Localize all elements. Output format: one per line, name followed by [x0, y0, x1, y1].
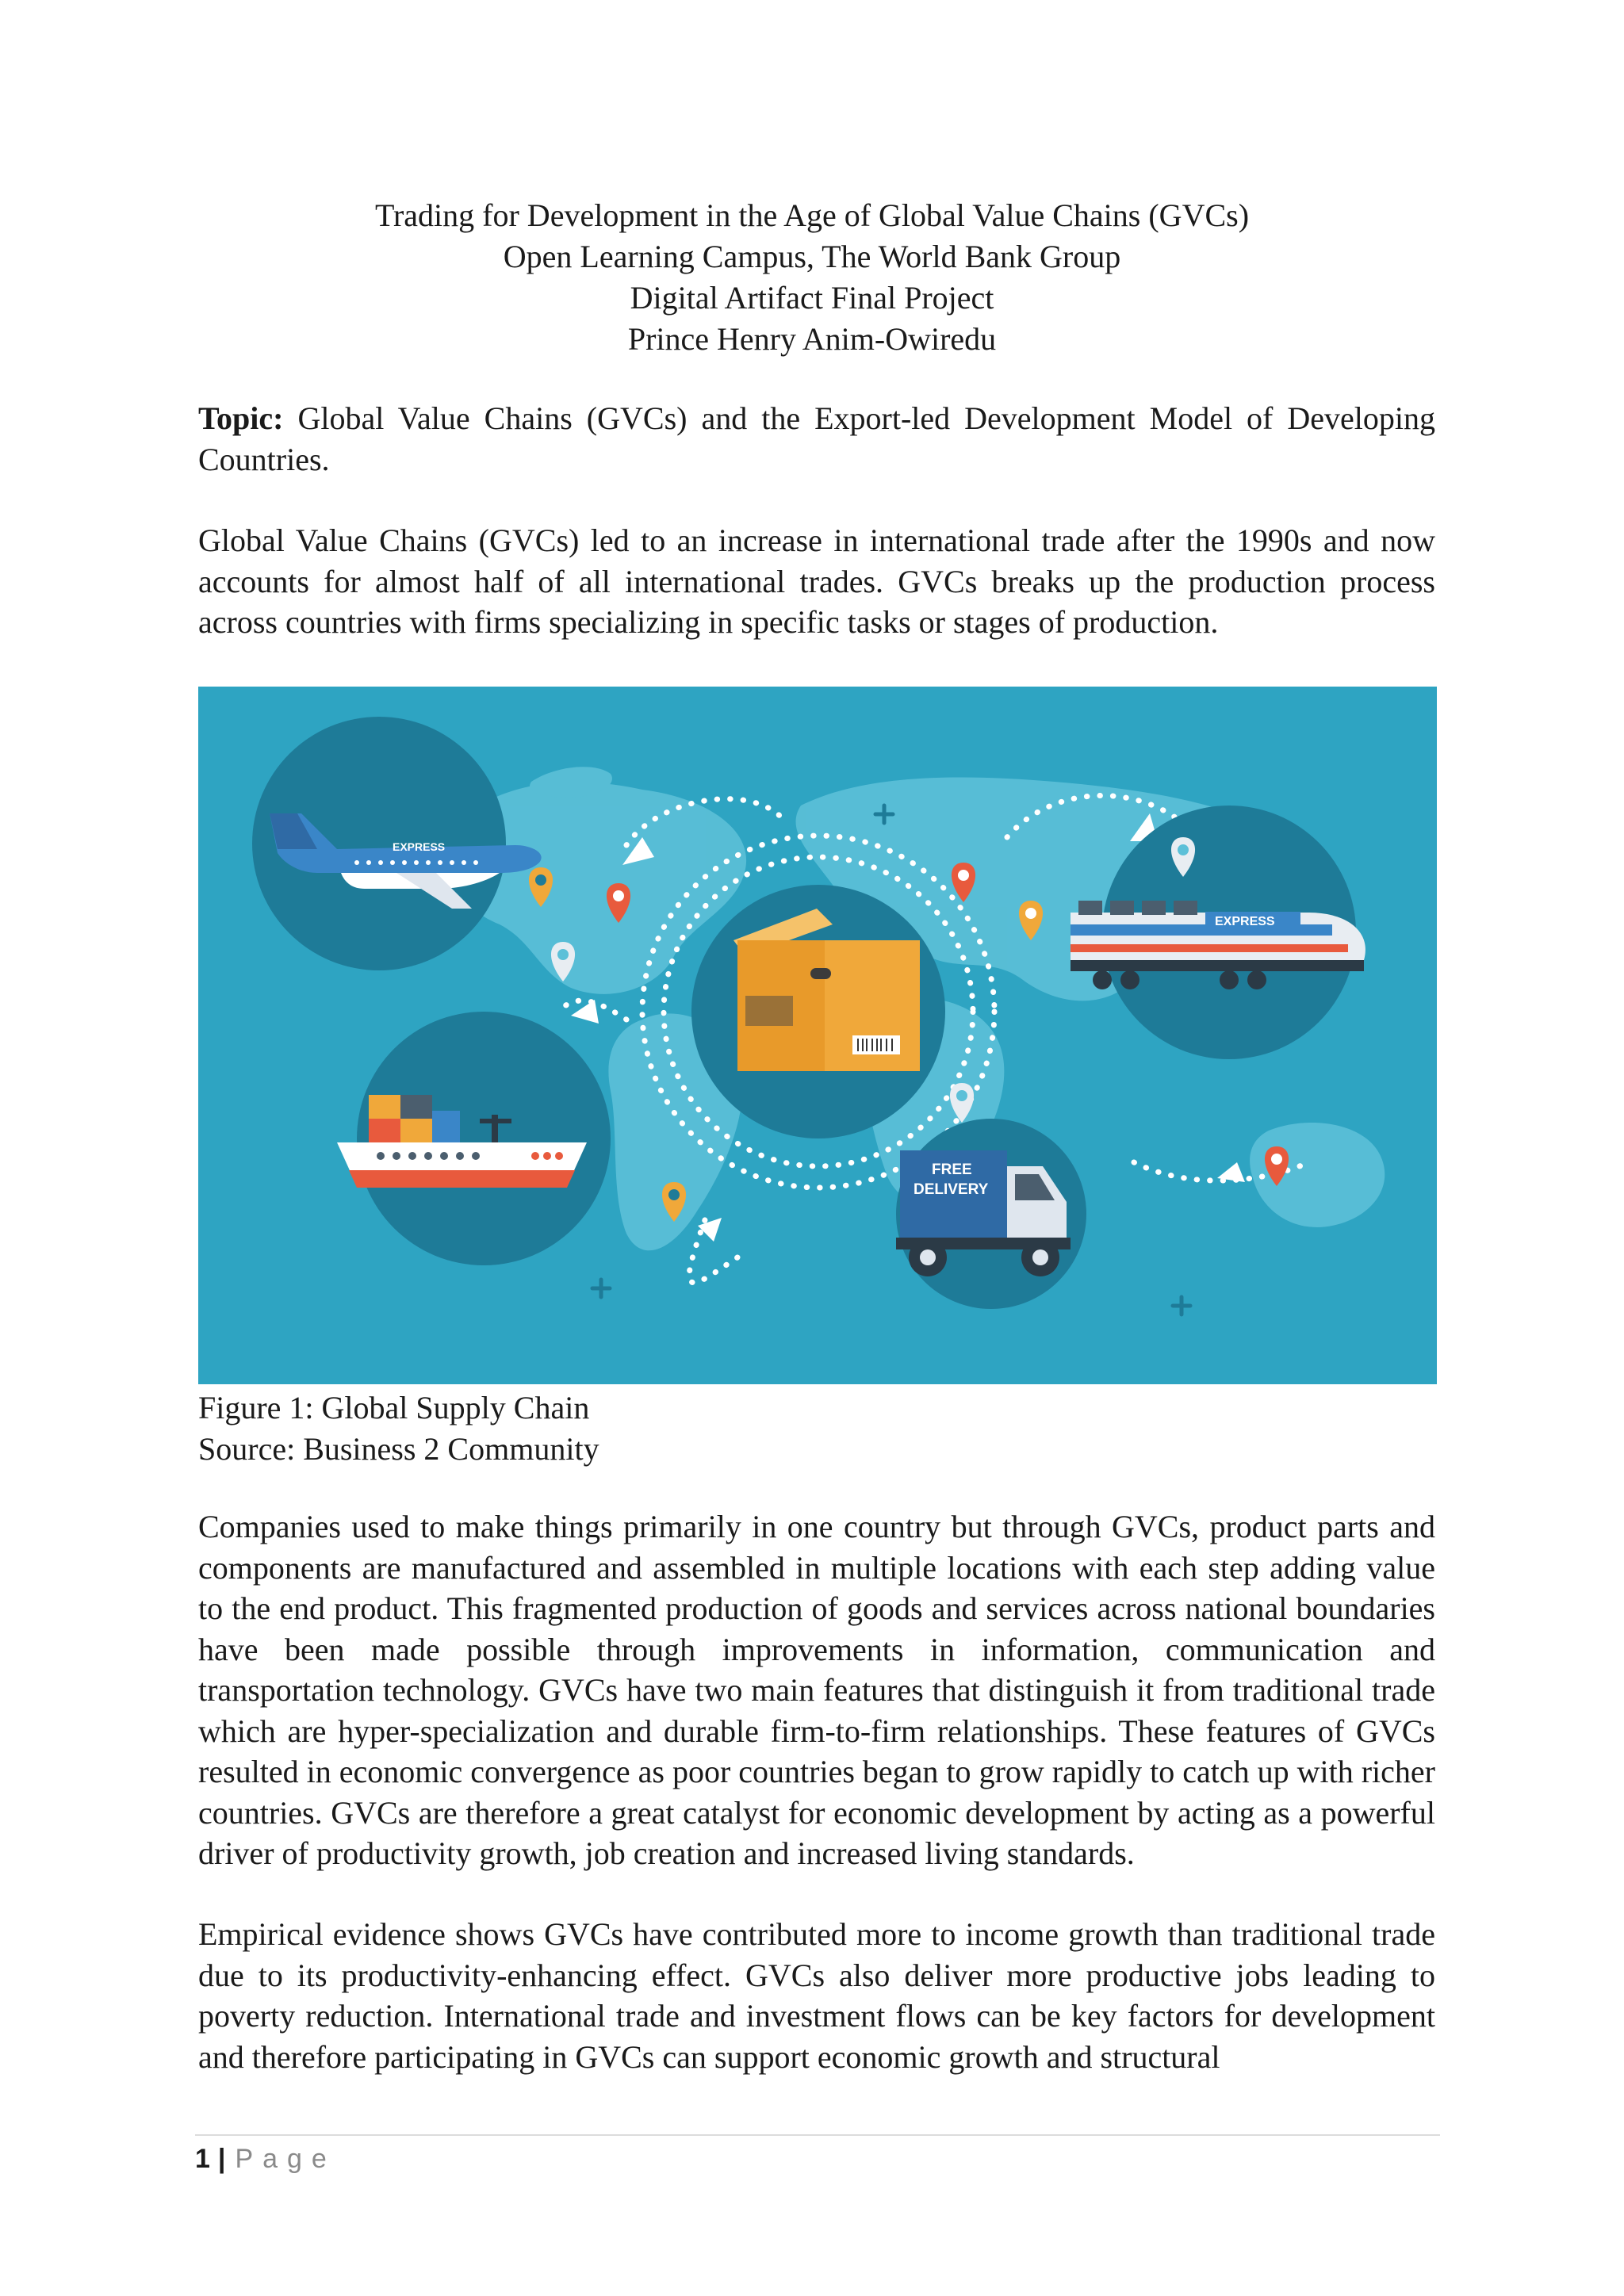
footer-separator: | [217, 2144, 226, 2174]
footer-divider [195, 2134, 1440, 2136]
author-name: Prince Henry Anim-Owiredu [627, 321, 997, 357]
truck-label-delivery: DELIVERY [914, 1181, 989, 1198]
package-box-icon [691, 885, 945, 1138]
paragraph-intro: Global Value Chains (GVCs) led to an increase in international trade after the 1990s and now accounts for almost half of all international trades. GVCs breaks up the production process across countries with firms specializing in specific tasks or stages of production. [198, 522, 1435, 640]
figure-source: Source: Business 2 Community [198, 1431, 599, 1467]
figure-caption [198, 1387, 599, 1470]
paragraph-gvc-features: Companies used to make things primarily in one country but through GVCs, product parts and components are manufactured and assembled in multiple locations with each step adding value to the end product. This fragmented production of goods and services across national boundaries have been made possible through improvements in information, communication and transportation technology. GVCs have two main features that distinguish it from traditional trade which are hyper-specialization and durable firm-to-firm relationships. These features of GVCs resulted in economic convergence as poor countries began to grow rapidly to catch up with richer countries. GVCs are therefore a great catalyst for economic development by acting as a powerful driver of productivity growth, job creation and increased living standards. [198, 1509, 1435, 1871]
paragraph-empirical-evidence: Empirical evidence shows GVCs have contributed more to income growth than traditional trade due to its productivity-enhancing effect. GVCs also deliver more productive jobs leading to poverty reduction. International trade and investment flows can be key factors for development and therefore participating in GVCs can support economic growth and structural [198, 1916, 1435, 2075]
page-number: 1 [195, 2144, 210, 2174]
page-footer [195, 2141, 336, 2177]
truck-label-free: FREE [932, 1161, 972, 1178]
project-title: Digital Artifact Final Project [630, 280, 994, 316]
page-label: Page [235, 2144, 336, 2174]
cargo-ship-icon [337, 1012, 611, 1265]
delivery-truck-icon [896, 1119, 1086, 1309]
institution: Open Learning Campus, The World Bank Group [503, 239, 1121, 274]
supply-chain-illustration [198, 687, 1437, 1384]
airplane-icon [252, 717, 542, 970]
figure-title: Figure 1: Global Supply Chain [198, 1390, 590, 1425]
topic-label: Topic: [198, 400, 284, 436]
course-title: Trading for Development in the Age of Global Value Chains (GVCs) [374, 197, 1250, 233]
topic-paragraph [198, 398, 1435, 480]
topic-text: Global Value Chains (GVCs) and the Export-led Development Model of Developing Countries. [198, 400, 1435, 477]
plane-label: EXPRESS [393, 840, 446, 853]
document-header [198, 195, 1426, 360]
train-label: EXPRESS [1215, 915, 1275, 928]
